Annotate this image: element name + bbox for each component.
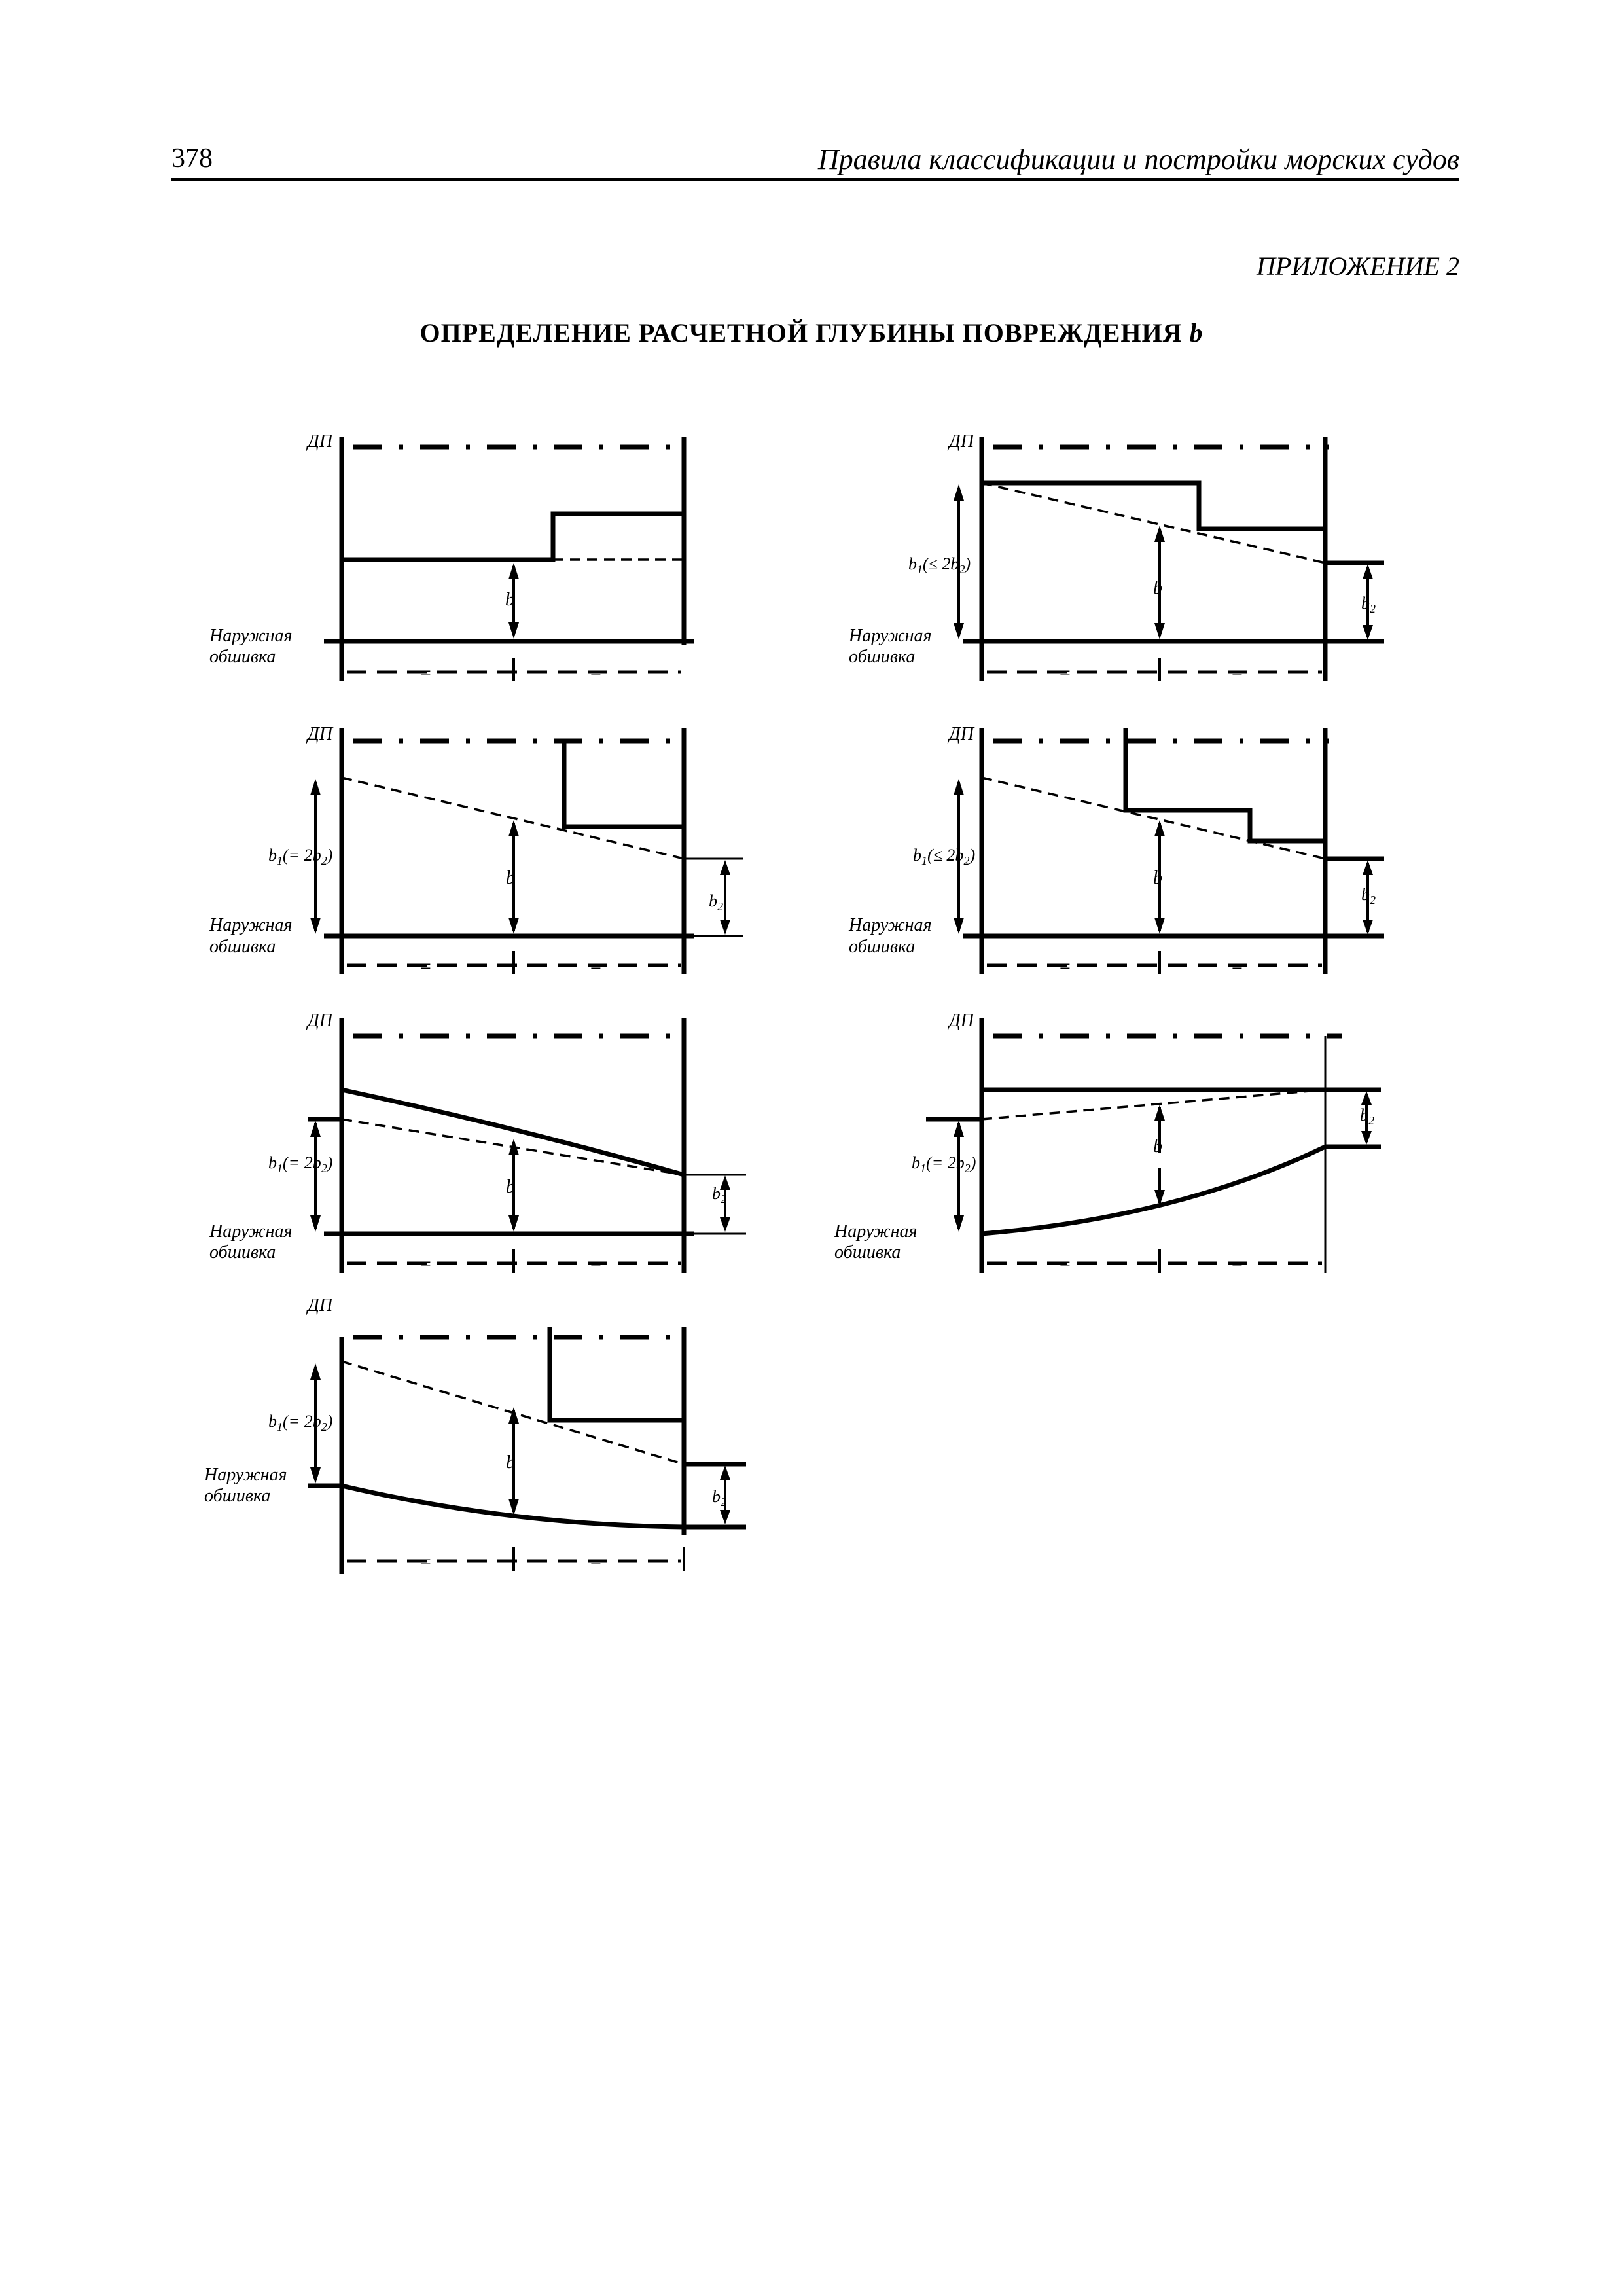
figure-4 (848, 724, 1384, 977)
arrow-up-icon (954, 779, 964, 795)
hull-label-1: Наружная (849, 626, 932, 646)
b-label: b (505, 590, 514, 610)
arrow-up-icon (720, 1465, 730, 1480)
arrow-up-icon (1154, 526, 1165, 542)
eq-mark: = (419, 1551, 433, 1573)
arrow-down-icon (508, 918, 519, 934)
eq-mark: = (419, 956, 433, 977)
arrow-up-icon (1154, 820, 1165, 836)
arrow-down-icon (720, 1510, 730, 1524)
arrow-up-icon (508, 820, 519, 836)
dp-label: ДП (308, 1295, 333, 1316)
damage-boundary (550, 1327, 684, 1420)
eq-mark: = (1058, 956, 1072, 977)
arrow-down-icon (310, 1467, 321, 1484)
main-title-text: ОПРЕДЕЛЕНИЕ РАСЧЕТНОЙ ГЛУБИНЫ ПОВРЕЖДЕНИЯ (419, 318, 1190, 348)
eq-mark: = (589, 1253, 603, 1275)
arrow-up-icon (1363, 564, 1373, 579)
arrow-down-icon (1154, 918, 1165, 934)
arrow-down-icon (1363, 625, 1373, 640)
arrow-down-icon (508, 1215, 519, 1232)
dp-label: ДП (308, 724, 333, 744)
eq-mark: = (419, 662, 433, 684)
b1-label: $b_1(= 2b_2)$ (268, 1412, 333, 1433)
arrow-down-icon (1361, 1131, 1372, 1145)
figure-2 (848, 431, 1384, 684)
eq-mark: = (589, 662, 603, 684)
b2-label: $b_2$ (709, 891, 723, 913)
arrow-down-icon (954, 623, 964, 639)
hull-label-2: обшивка (209, 937, 276, 957)
design-depth-line (982, 1090, 1325, 1119)
hull-label-1: Наружная (849, 915, 932, 935)
hull-label-1: Наружная (204, 1465, 287, 1485)
design-depth-line (982, 483, 1325, 563)
dp-label: ДП (308, 431, 333, 452)
arrow-up-icon (310, 1121, 321, 1137)
eq-mark: = (1058, 1253, 1072, 1275)
arrow-down-icon (508, 622, 519, 639)
b2-label: $b_2$ (1361, 885, 1376, 906)
figure-1 (209, 431, 694, 684)
eq-mark: = (1230, 956, 1244, 977)
b1-label: $b_1(= 2b_2)$ (268, 1153, 333, 1175)
hull-label-1: Наружная (209, 1221, 293, 1242)
arrow-up-icon (720, 860, 730, 875)
b1-label: $b_1(= 2b_2)$ (912, 1153, 976, 1175)
hull-label-1: Наружная (834, 1221, 918, 1242)
arrow-down-icon (310, 1215, 321, 1232)
eq-mark: = (589, 956, 603, 977)
b1-label: $b_1(\le 2b_2)$ (913, 846, 976, 867)
b1-label: $b_1(= 2b_2)$ (268, 846, 333, 867)
hull-label-2: обшивка (834, 1242, 901, 1263)
figure-3 (209, 724, 743, 977)
dp-label: ДП (949, 431, 974, 452)
damage-boundary (342, 514, 684, 560)
page-number: 378 (171, 143, 213, 173)
figure-5 (209, 1011, 746, 1275)
hull-label-2: обшивка (209, 1242, 276, 1263)
design-depth-line (982, 778, 1325, 859)
outer-shell-line (982, 1147, 1325, 1234)
b1-label: $b_1(\le 2b_2)$ (908, 554, 971, 576)
damage-boundary (564, 741, 684, 827)
arrow-down-icon (310, 918, 321, 934)
arrow-up-icon (954, 1121, 964, 1137)
eq-mark: = (1230, 662, 1244, 684)
arrow-up-icon (310, 1363, 321, 1380)
arrow-up-icon (1363, 860, 1373, 875)
b-label: b (1153, 1136, 1162, 1157)
b-label: b (506, 1177, 515, 1197)
hull-label-2: обшивка (849, 647, 916, 667)
arrow-down-icon (1363, 920, 1373, 935)
arrow-up-icon (1154, 1105, 1165, 1121)
arrow-up-icon (720, 1175, 730, 1190)
b2-label: $b_2$ (712, 1184, 726, 1206)
arrow-down-icon (720, 1217, 730, 1232)
b-label: b (1153, 868, 1162, 888)
b2-label: $b_2$ (712, 1487, 726, 1509)
running-title: Правила классификации и постройки морских судов (817, 143, 1459, 175)
arrow-up-icon (954, 484, 964, 501)
figure-6 (834, 1011, 1381, 1275)
dp-label: ДП (949, 724, 974, 744)
arrow-up-icon (1361, 1091, 1372, 1105)
hull-label-2: обшивка (849, 937, 916, 957)
dp-label: ДП (308, 1011, 333, 1031)
eq-mark: = (419, 1253, 433, 1275)
hull-label-1: Наружная (209, 915, 293, 935)
damage-boundary (1126, 728, 1325, 841)
b-label: b (506, 868, 515, 888)
dp-label: ДП (949, 1011, 974, 1031)
arrow-up-icon (508, 1407, 519, 1424)
hull-label-2: обшивка (204, 1486, 271, 1506)
arrow-down-icon (720, 920, 730, 935)
b2-label: $b_2$ (1361, 594, 1376, 615)
arrow-down-icon (1154, 623, 1165, 639)
arrow-down-icon (508, 1499, 519, 1515)
arrow-up-icon (508, 563, 519, 579)
b-label: b (506, 1452, 515, 1473)
main-title-variable: b (1189, 318, 1204, 348)
figure-7 (204, 1295, 746, 1574)
b-label: b (1153, 578, 1162, 598)
arrow-down-icon (954, 1215, 964, 1232)
eq-mark: = (589, 1551, 603, 1573)
eq-mark: = (1058, 662, 1072, 684)
eq-mark: = (1230, 1253, 1244, 1275)
arrow-up-icon (310, 779, 321, 795)
outer-shell-line (308, 1486, 684, 1527)
b2-label: $b_2$ (1360, 1105, 1374, 1127)
arrow-down-icon (954, 918, 964, 934)
hull-label-1: Наружная (209, 626, 293, 646)
hull-label-2: обшивка (209, 647, 276, 667)
appendix-label: ПРИЛОЖЕНИЕ 2 (1257, 251, 1459, 281)
